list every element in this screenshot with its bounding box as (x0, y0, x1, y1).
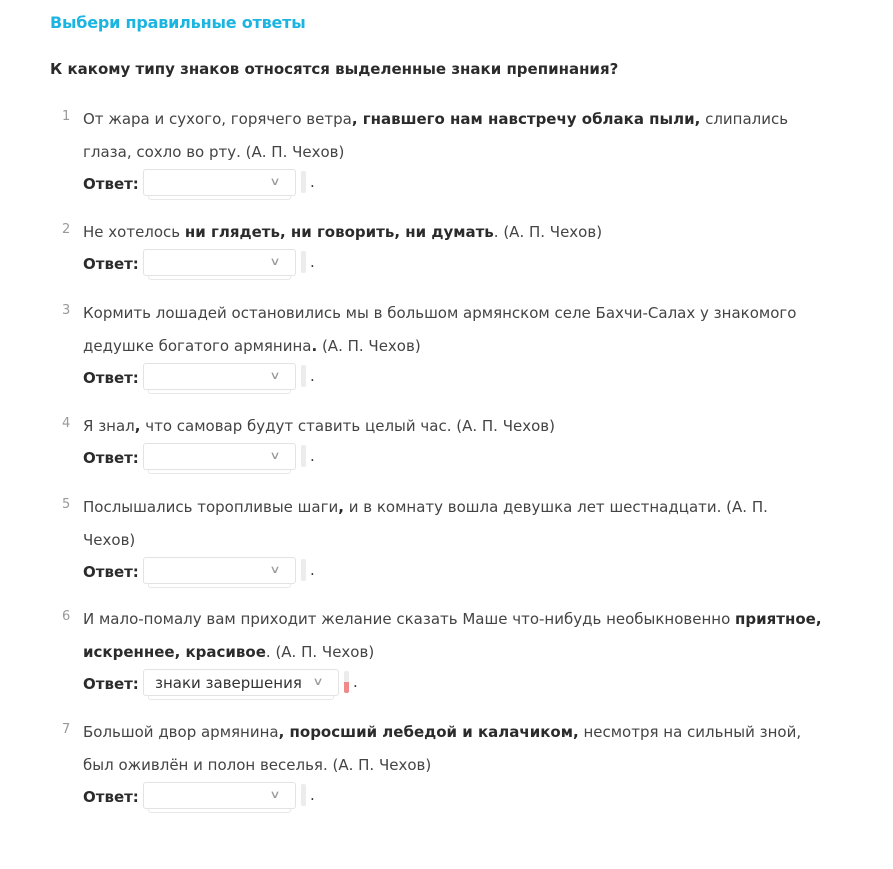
sentence-period: . (310, 786, 315, 804)
answer-select[interactable] (143, 557, 296, 584)
question-item (62, 216, 822, 279)
sentence-period: . (353, 673, 358, 691)
question-number: 6 (62, 609, 71, 624)
question-text (83, 216, 822, 249)
question-text (83, 103, 822, 169)
question-text (83, 491, 822, 557)
sentence-period: . (310, 561, 315, 579)
status-marker (301, 365, 306, 387)
answer-row (83, 669, 822, 699)
text-fragment: Большой двор армянина (83, 723, 279, 741)
chevron-down-icon: ∨ (269, 175, 281, 188)
chevron-down-icon: ∨ (269, 563, 281, 576)
sentence-period: . (310, 367, 315, 385)
highlighted-fragment: , (338, 498, 344, 516)
task-question: К какому типу знаков относятся выделенные знаки препинания? (50, 60, 619, 78)
question-text (83, 603, 822, 669)
question-number: 4 (62, 416, 71, 431)
answer-label: Ответ: (83, 788, 139, 806)
question-number: 2 (62, 222, 71, 237)
task-heading: Выбери правильные ответы (50, 13, 306, 32)
text-fragment: Не хотелось (83, 223, 185, 241)
chevron-down-icon: ∨ (269, 788, 281, 801)
question-item (62, 603, 822, 699)
answer-row (83, 169, 822, 199)
answer-row (83, 557, 822, 587)
text-fragment: слипались глаза, сохло во рту. (А. П. Чехов) (83, 110, 789, 161)
sentence-period: . (310, 253, 315, 271)
text-fragment: несмотря на сильный зной, был оживлён и полон веселья. (А. П. Чехов) (83, 723, 802, 774)
text-fragment: Послышались торопливые шаги (83, 498, 339, 516)
highlighted-fragment: , (134, 417, 141, 435)
answer-select[interactable] (143, 169, 296, 196)
question-number: 7 (62, 722, 71, 737)
answer-label: Ответ: (83, 675, 139, 693)
chevron-down-icon: ∨ (269, 255, 281, 268)
chevron-down-icon: ∨ (312, 675, 324, 688)
answer-row (83, 782, 822, 812)
highlighted-fragment: ни глядеть, ни говорить, ни думать (184, 223, 494, 241)
question-number: 3 (62, 303, 71, 318)
answer-label: Ответ: (83, 369, 139, 387)
highlighted-fragment: приятное, искреннее, красивое (83, 610, 822, 661)
question-item (62, 410, 822, 473)
status-marker (301, 171, 306, 193)
question-text (83, 410, 822, 443)
answer-row (83, 249, 822, 279)
text-fragment: Я знал (83, 417, 135, 435)
highlighted-fragment: , гнавшего нам навстречу облака пыли, (351, 110, 701, 128)
answer-row (83, 363, 822, 393)
answer-label: Ответ: (83, 255, 139, 273)
question-number: 5 (62, 497, 71, 512)
status-marker (301, 445, 306, 467)
answer-select[interactable] (143, 669, 339, 696)
chevron-down-icon: ∨ (269, 449, 281, 462)
answer-select[interactable] (143, 782, 296, 809)
sentence-period: . (310, 173, 315, 191)
text-fragment: что самовар будут ставить целый час. (А. П. Чехов) (140, 417, 555, 435)
answer-select[interactable] (143, 249, 296, 276)
text-fragment: Кормить лошадей остановились мы в большом армянском селе Бахчи-Салах у знакомого дедушке богатого армянина (83, 304, 797, 355)
answer-row (83, 443, 822, 473)
status-marker (301, 559, 306, 581)
text-fragment: От жара и сухого, горячего ветра (83, 110, 352, 128)
answer-label: Ответ: (83, 449, 139, 467)
text-fragment: . (А. П. Чехов) (265, 643, 375, 661)
text-fragment: . (А. П. Чехов) (493, 223, 603, 241)
sentence-period: . (310, 447, 315, 465)
status-marker (301, 784, 306, 806)
question-item (62, 491, 822, 587)
question-item (62, 103, 822, 199)
chevron-down-icon: ∨ (269, 369, 281, 382)
question-item (62, 716, 822, 812)
answer-select[interactable] (143, 363, 296, 390)
text-fragment: И мало-помалу вам приходит желание сказать Маше что-нибудь необыкновенно (83, 610, 736, 628)
answer-label: Ответ: (83, 175, 139, 193)
answer-label: Ответ: (83, 563, 139, 581)
highlighted-fragment: . (311, 337, 318, 355)
answer-select-value: знаки завершения (155, 674, 302, 692)
question-number: 1 (62, 109, 71, 124)
text-fragment: (А. П. Чехов) (317, 337, 421, 355)
question-item (62, 297, 822, 393)
text-fragment: и в комнату вошла девушка лет шестнадцати. (А. П. Чехов) (83, 498, 768, 549)
highlighted-fragment: , поросший лебедой и калачиком, (278, 723, 579, 741)
question-text (83, 716, 822, 782)
question-text (83, 297, 822, 363)
error-marker (344, 671, 349, 693)
status-marker (301, 251, 306, 273)
answer-select[interactable] (143, 443, 296, 470)
